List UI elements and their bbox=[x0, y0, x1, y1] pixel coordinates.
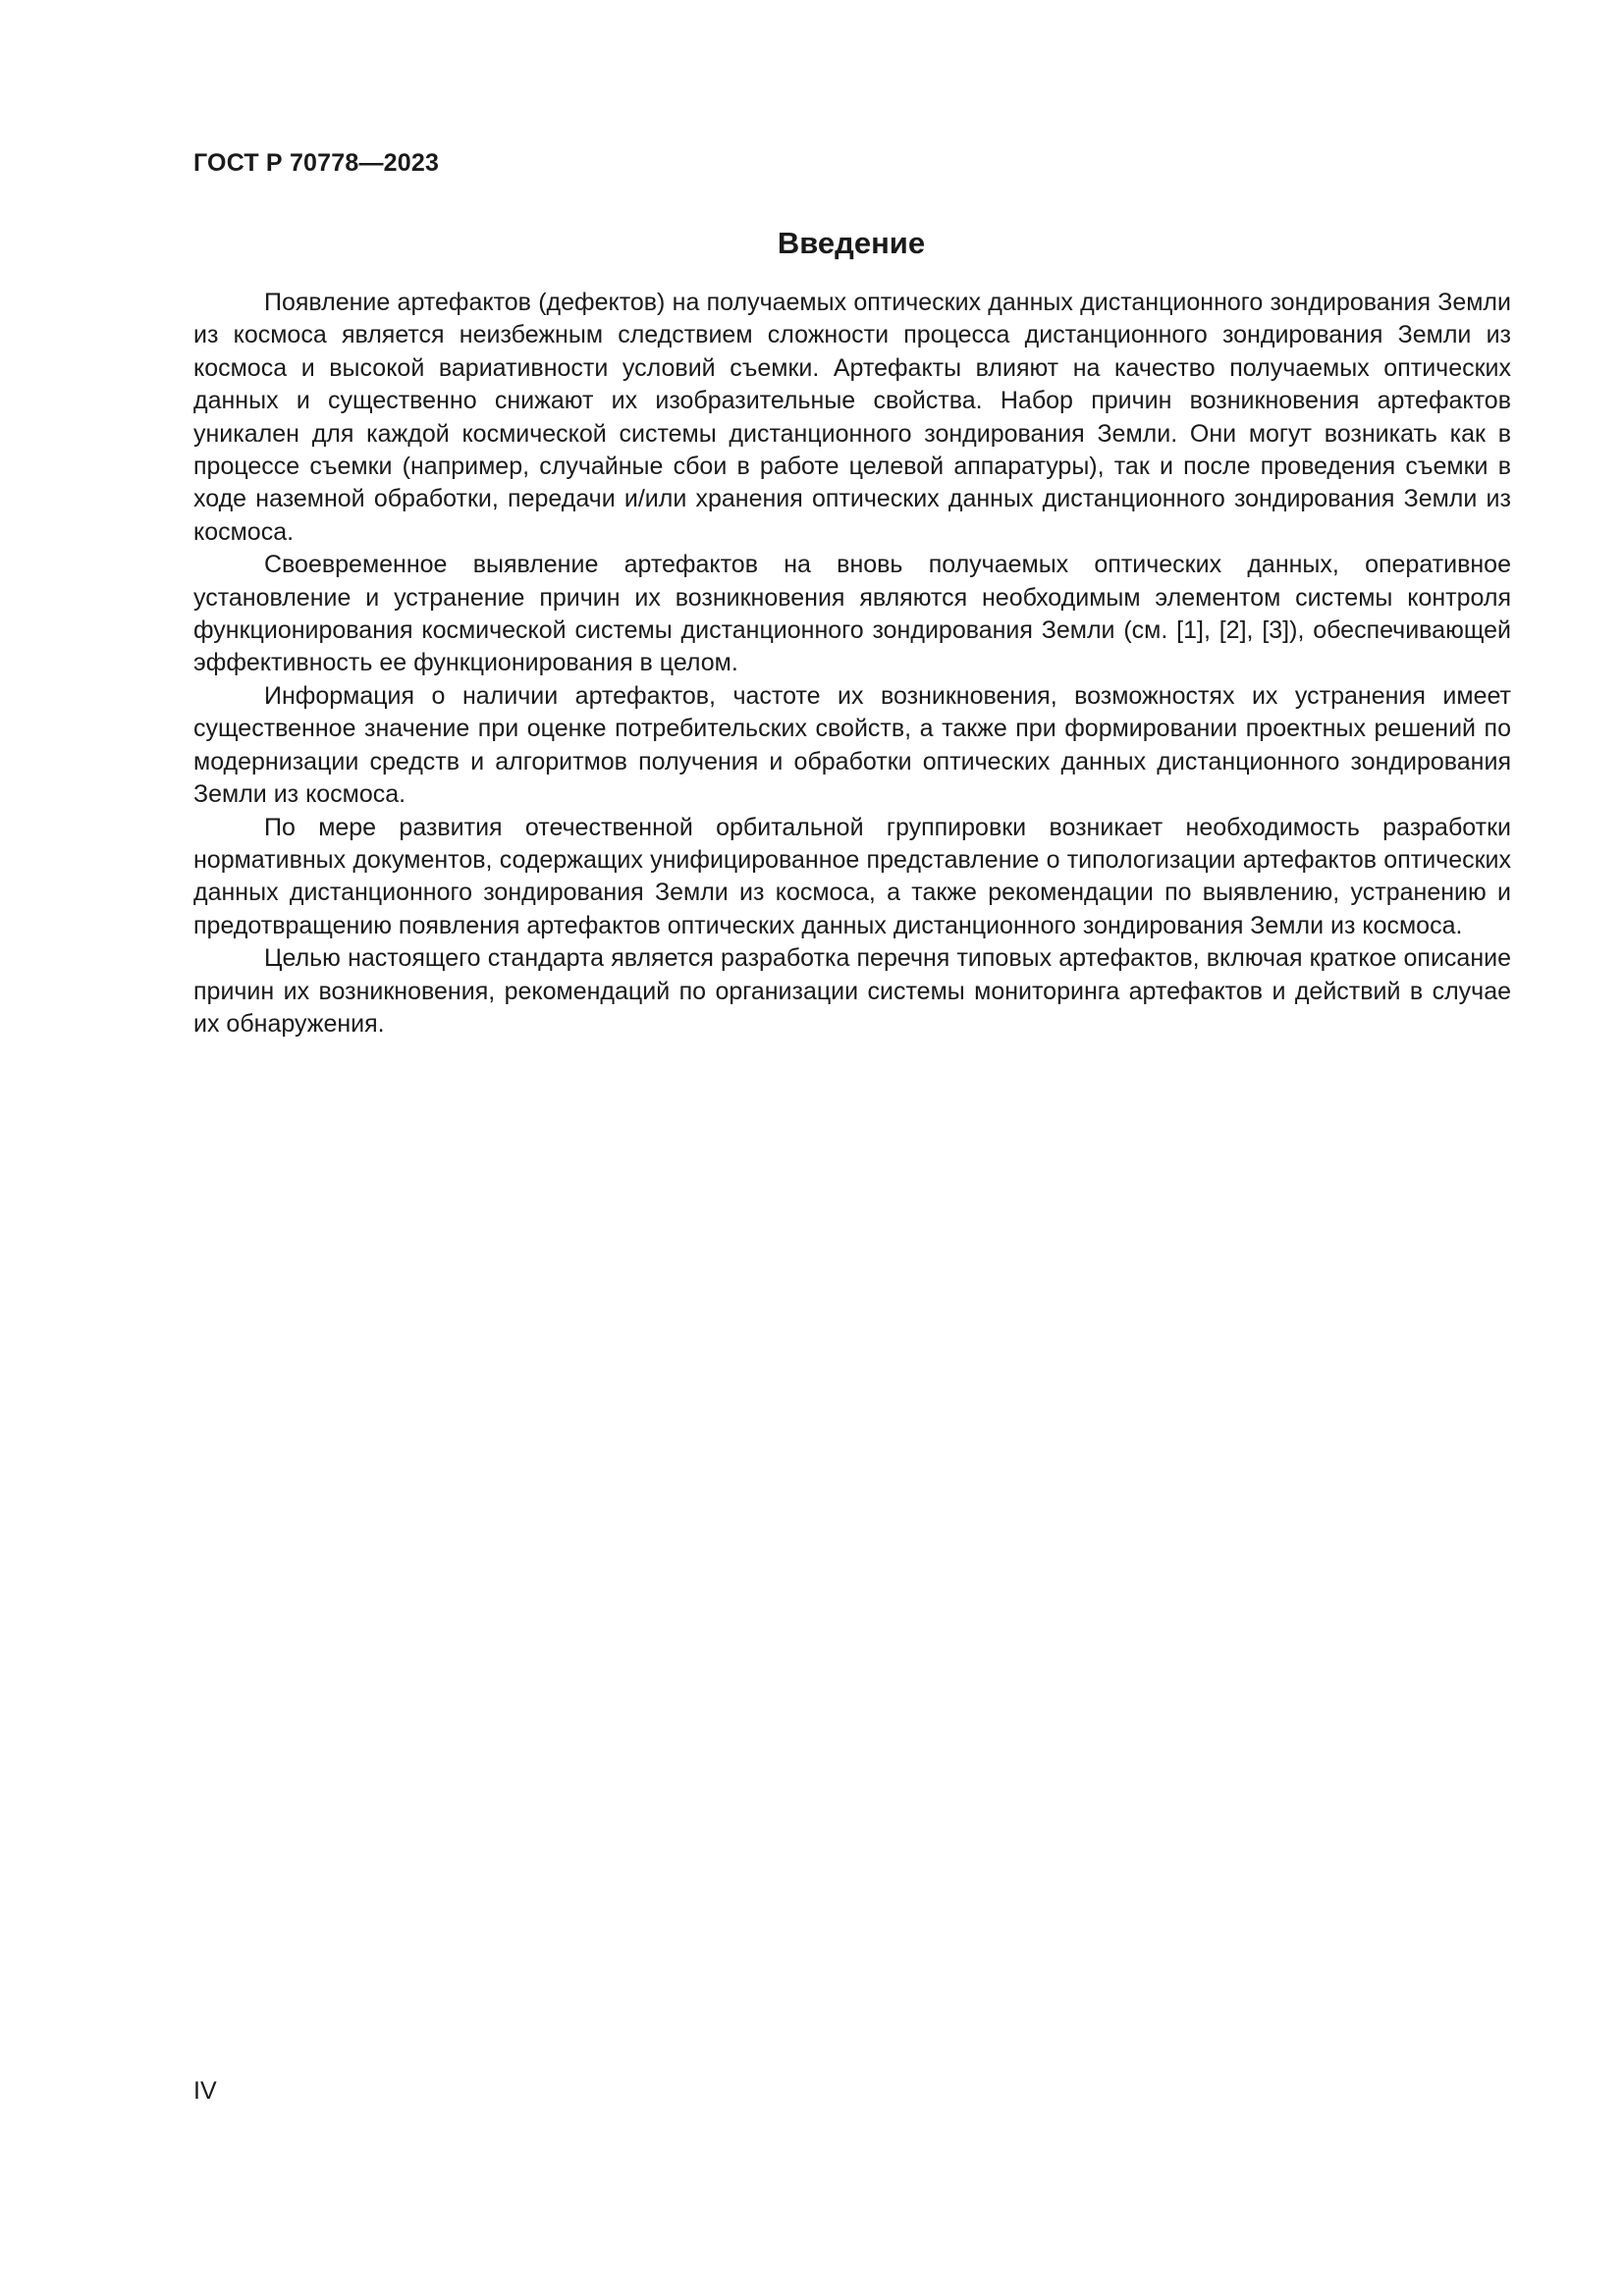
page-number: IV bbox=[193, 2077, 217, 2105]
paragraph: По мере развития отечественной орбитальной группировки возникает необходимость разработки нормативных документов, содержащих унифицированное представление о типологизации артефактов оптических данных дистанционного зондирования Земли из космоса, а также рекомендации по выявлению, устранению и предотвращению появления артефактов оптических данных дистанционного зондирования Земли из космоса. bbox=[193, 813, 1511, 939]
paragraph: Своевременное выявление артефактов на вновь получаемых оптических данных, оперативное установление и устранение причин их возникновения являются необходимым элементом системы контроля функционирования космической системы дистанционного зондирования Земли (см. [1], [2], [3]), обеспечивающей эффективность ее функционирования в целом. bbox=[193, 551, 1511, 677]
paragraph: Информация о наличии артефактов, частоте их возникновения, возможностях их устранения имеет существенное значение при оценке потребительских свойств, а также при формировании проектных решений по модернизации средств и алгоритмов получения и обработки оптических данных дистанционного зондирования Земли из космоса. bbox=[193, 681, 1511, 809]
section-title: Введение bbox=[777, 226, 926, 260]
section-body bbox=[193, 287, 1511, 1041]
paragraph: Целью настоящего стандарта является разработка перечня типовых артефактов, включая краткое описание причин их возникновения, рекомендаций по организации системы мониторинга артефактов и действий в случае их обнаружения. bbox=[193, 944, 1511, 1038]
document-code: ГОСТ Р 70778—2023 bbox=[193, 149, 440, 177]
paragraph: Появление артефактов (дефектов) на получаемых оптических данных дистанционного зондирования Земли из космоса является неизбежным следствием сложности процесса дистанционного зондирования Земли из космоса и высокой вариативности условий съемки. Артефакты влияют на качество получаемых оптических данных и существенно снижают их изобразительные свойства. Набор причин возникновения артефактов уникален для каждой космической системы дистанционного зондирования Земли. Они могут возникать как в процессе съемки (например, случайные сбои в работе целевой аппаратуры), так и после проведения съемки в ходе наземной обработки, передачи и/или хранения оптических данных дистанционного зондирования Земли из космоса. bbox=[193, 289, 1511, 546]
